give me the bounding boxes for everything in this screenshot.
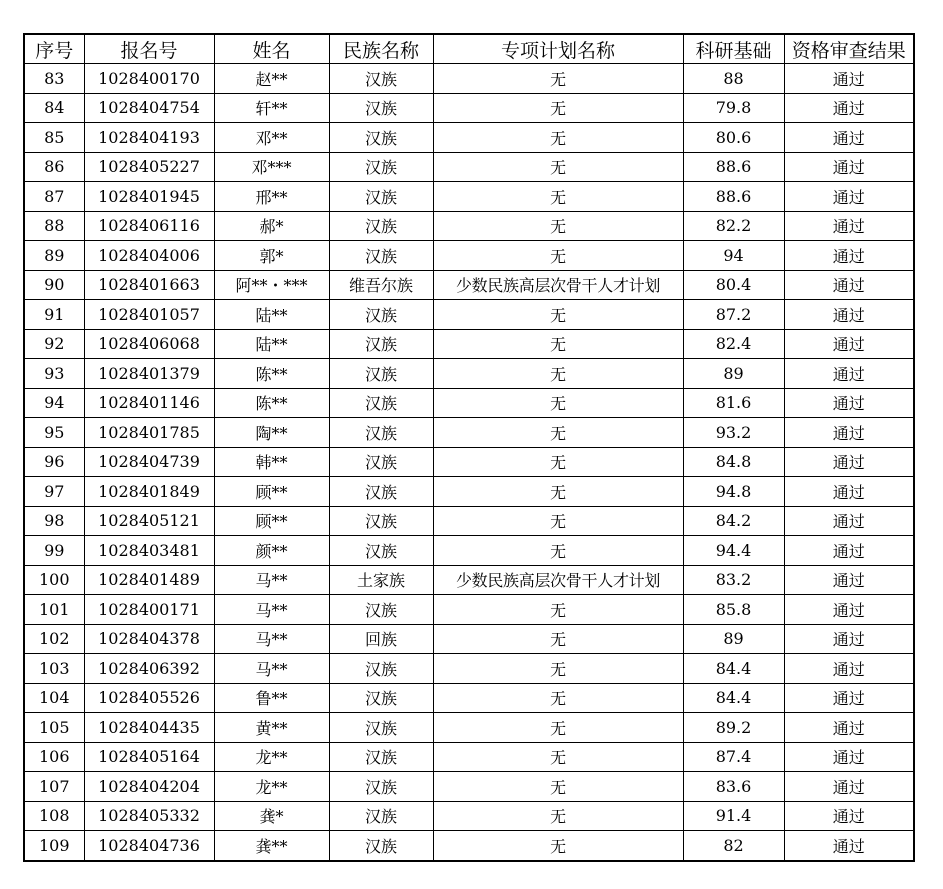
cell-seq: 107 xyxy=(24,772,84,802)
table-row xyxy=(24,801,914,831)
cell-ethnicity: 汉族 xyxy=(329,93,433,123)
cell-special-plan: 无 xyxy=(433,595,683,625)
cell-research-score: 84.8 xyxy=(683,447,784,477)
cell-special-plan: 无 xyxy=(433,152,683,182)
cell-seq: 99 xyxy=(24,536,84,566)
cell-special-plan: 无 xyxy=(433,477,683,507)
cell-research-score: 82.2 xyxy=(683,211,784,241)
cell-reg-no: 1028404204 xyxy=(84,772,214,802)
cell-seq: 106 xyxy=(24,742,84,772)
table-row xyxy=(24,418,914,448)
cell-seq: 98 xyxy=(24,506,84,536)
cell-research-score: 80.6 xyxy=(683,123,784,153)
cell-special-plan: 无 xyxy=(433,447,683,477)
cell-ethnicity: 汉族 xyxy=(329,595,433,625)
table-row xyxy=(24,359,914,389)
cell-research-score: 93.2 xyxy=(683,418,784,448)
qualification-table xyxy=(23,33,915,862)
table-row xyxy=(24,477,914,507)
table-body xyxy=(24,64,914,861)
cell-review-result: 通过 xyxy=(784,595,914,625)
cell-special-plan: 无 xyxy=(433,388,683,418)
cell-name: 陆** xyxy=(214,300,329,330)
header-name: 姓名 xyxy=(214,34,329,64)
cell-research-score: 87.4 xyxy=(683,742,784,772)
cell-review-result: 通过 xyxy=(784,683,914,713)
table-row xyxy=(24,654,914,684)
header-research-score: 科研基础 xyxy=(683,34,784,64)
cell-name: 顾** xyxy=(214,477,329,507)
cell-research-score: 88.6 xyxy=(683,152,784,182)
cell-reg-no: 1028406068 xyxy=(84,329,214,359)
cell-name: 颜** xyxy=(214,536,329,566)
cell-research-score: 89.2 xyxy=(683,713,784,743)
cell-review-result: 通过 xyxy=(784,801,914,831)
cell-reg-no: 1028401849 xyxy=(84,477,214,507)
cell-research-score: 85.8 xyxy=(683,595,784,625)
cell-seq: 109 xyxy=(24,831,84,861)
cell-name: 邓*** xyxy=(214,152,329,182)
cell-ethnicity: 汉族 xyxy=(329,477,433,507)
header-reg-no: 报名号 xyxy=(84,34,214,64)
cell-name: 陈** xyxy=(214,359,329,389)
cell-special-plan: 无 xyxy=(433,742,683,772)
cell-special-plan: 无 xyxy=(433,654,683,684)
table-row xyxy=(24,64,914,94)
cell-research-score: 83.2 xyxy=(683,565,784,595)
table-row xyxy=(24,182,914,212)
cell-special-plan: 无 xyxy=(433,241,683,271)
cell-review-result: 通过 xyxy=(784,329,914,359)
cell-special-plan: 无 xyxy=(433,359,683,389)
cell-ethnicity: 汉族 xyxy=(329,742,433,772)
cell-ethnicity: 汉族 xyxy=(329,536,433,566)
cell-review-result: 通过 xyxy=(784,359,914,389)
cell-name: 马** xyxy=(214,565,329,595)
cell-review-result: 通过 xyxy=(784,477,914,507)
table-row xyxy=(24,329,914,359)
cell-ethnicity: 汉族 xyxy=(329,772,433,802)
cell-seq: 104 xyxy=(24,683,84,713)
cell-special-plan: 无 xyxy=(433,772,683,802)
cell-name: 韩** xyxy=(214,447,329,477)
cell-review-result: 通过 xyxy=(784,447,914,477)
cell-name: 邢** xyxy=(214,182,329,212)
cell-ethnicity: 汉族 xyxy=(329,683,433,713)
cell-research-score: 89 xyxy=(683,359,784,389)
cell-review-result: 通过 xyxy=(784,93,914,123)
cell-seq: 108 xyxy=(24,801,84,831)
header-special-plan: 专项计划名称 xyxy=(433,34,683,64)
cell-review-result: 通过 xyxy=(784,506,914,536)
cell-seq: 101 xyxy=(24,595,84,625)
cell-ethnicity: 维吾尔族 xyxy=(329,270,433,300)
cell-ethnicity: 汉族 xyxy=(329,152,433,182)
cell-research-score: 94.8 xyxy=(683,477,784,507)
cell-ethnicity: 汉族 xyxy=(329,447,433,477)
cell-ethnicity: 汉族 xyxy=(329,241,433,271)
table-row xyxy=(24,683,914,713)
table-row xyxy=(24,772,914,802)
table-row xyxy=(24,447,914,477)
header-ethnicity: 民族名称 xyxy=(329,34,433,64)
cell-name: 鲁** xyxy=(214,683,329,713)
table-row xyxy=(24,93,914,123)
cell-reg-no: 1028401379 xyxy=(84,359,214,389)
cell-seq: 96 xyxy=(24,447,84,477)
table-row xyxy=(24,595,914,625)
cell-seq: 90 xyxy=(24,270,84,300)
cell-ethnicity: 汉族 xyxy=(329,801,433,831)
cell-reg-no: 1028400170 xyxy=(84,64,214,94)
cell-reg-no: 1028406392 xyxy=(84,654,214,684)
cell-research-score: 82 xyxy=(683,831,784,861)
cell-review-result: 通过 xyxy=(784,182,914,212)
cell-seq: 88 xyxy=(24,211,84,241)
cell-special-plan: 无 xyxy=(433,93,683,123)
cell-name: 陆** xyxy=(214,329,329,359)
cell-research-score: 91.4 xyxy=(683,801,784,831)
cell-seq: 83 xyxy=(24,64,84,94)
cell-ethnicity: 汉族 xyxy=(329,654,433,684)
cell-research-score: 89 xyxy=(683,624,784,654)
cell-research-score: 88 xyxy=(683,64,784,94)
cell-name: 黄** xyxy=(214,713,329,743)
cell-reg-no: 1028401663 xyxy=(84,270,214,300)
cell-seq: 93 xyxy=(24,359,84,389)
cell-research-score: 88.6 xyxy=(683,182,784,212)
cell-ethnicity: 汉族 xyxy=(329,123,433,153)
cell-seq: 92 xyxy=(24,329,84,359)
cell-seq: 84 xyxy=(24,93,84,123)
cell-review-result: 通过 xyxy=(784,270,914,300)
cell-research-score: 81.6 xyxy=(683,388,784,418)
table-row xyxy=(24,506,914,536)
cell-review-result: 通过 xyxy=(784,211,914,241)
cell-reg-no: 1028405121 xyxy=(84,506,214,536)
table-row xyxy=(24,388,914,418)
cell-seq: 89 xyxy=(24,241,84,271)
cell-name: 马** xyxy=(214,595,329,625)
cell-review-result: 通过 xyxy=(784,742,914,772)
header-review-result: 资格审查结果 xyxy=(784,34,914,64)
cell-reg-no: 1028406116 xyxy=(84,211,214,241)
cell-special-plan: 无 xyxy=(433,801,683,831)
cell-review-result: 通过 xyxy=(784,300,914,330)
cell-seq: 91 xyxy=(24,300,84,330)
cell-ethnicity: 回族 xyxy=(329,624,433,654)
cell-research-score: 84.4 xyxy=(683,654,784,684)
cell-review-result: 通过 xyxy=(784,388,914,418)
cell-review-result: 通过 xyxy=(784,536,914,566)
cell-reg-no: 1028404193 xyxy=(84,123,214,153)
cell-review-result: 通过 xyxy=(784,624,914,654)
cell-reg-no: 1028405526 xyxy=(84,683,214,713)
cell-name: 顾** xyxy=(214,506,329,536)
cell-review-result: 通过 xyxy=(784,418,914,448)
cell-research-score: 84.4 xyxy=(683,683,784,713)
table-row xyxy=(24,536,914,566)
table-row xyxy=(24,123,914,153)
cell-research-score: 94 xyxy=(683,241,784,271)
cell-special-plan: 无 xyxy=(433,831,683,861)
cell-special-plan: 无 xyxy=(433,329,683,359)
table-row xyxy=(24,241,914,271)
cell-research-score: 83.6 xyxy=(683,772,784,802)
cell-ethnicity: 汉族 xyxy=(329,713,433,743)
cell-review-result: 通过 xyxy=(784,64,914,94)
cell-special-plan: 无 xyxy=(433,536,683,566)
cell-name: 马** xyxy=(214,624,329,654)
cell-reg-no: 1028401945 xyxy=(84,182,214,212)
cell-review-result: 通过 xyxy=(784,123,914,153)
cell-research-score: 87.2 xyxy=(683,300,784,330)
cell-research-score: 79.8 xyxy=(683,93,784,123)
cell-name: 马** xyxy=(214,654,329,684)
cell-reg-no: 1028405164 xyxy=(84,742,214,772)
cell-name: 陈** xyxy=(214,388,329,418)
cell-special-plan: 无 xyxy=(433,64,683,94)
table-row xyxy=(24,270,914,300)
cell-ethnicity: 汉族 xyxy=(329,211,433,241)
cell-name: 邓** xyxy=(214,123,329,153)
cell-special-plan: 无 xyxy=(433,683,683,713)
cell-reg-no: 1028401146 xyxy=(84,388,214,418)
cell-review-result: 通过 xyxy=(784,713,914,743)
cell-special-plan: 无 xyxy=(433,506,683,536)
cell-reg-no: 1028404739 xyxy=(84,447,214,477)
cell-reg-no: 1028404736 xyxy=(84,831,214,861)
cell-name: 龙** xyxy=(214,742,329,772)
cell-review-result: 通过 xyxy=(784,654,914,684)
header-row xyxy=(24,34,914,64)
cell-research-score: 80.4 xyxy=(683,270,784,300)
cell-special-plan: 少数民族高层次骨干人才计划 xyxy=(433,270,683,300)
cell-ethnicity: 汉族 xyxy=(329,329,433,359)
cell-research-score: 84.2 xyxy=(683,506,784,536)
cell-reg-no: 1028404754 xyxy=(84,93,214,123)
cell-special-plan: 无 xyxy=(433,624,683,654)
cell-review-result: 通过 xyxy=(784,772,914,802)
cell-reg-no: 1028405227 xyxy=(84,152,214,182)
cell-seq: 102 xyxy=(24,624,84,654)
header-seq: 序号 xyxy=(24,34,84,64)
cell-special-plan: 无 xyxy=(433,182,683,212)
cell-special-plan: 无 xyxy=(433,418,683,448)
cell-ethnicity: 汉族 xyxy=(329,64,433,94)
cell-name: 龚* xyxy=(214,801,329,831)
cell-ethnicity: 汉族 xyxy=(329,506,433,536)
cell-reg-no: 1028405332 xyxy=(84,801,214,831)
table-row xyxy=(24,624,914,654)
cell-ethnicity: 土家族 xyxy=(329,565,433,595)
cell-special-plan: 无 xyxy=(433,211,683,241)
cell-seq: 103 xyxy=(24,654,84,684)
cell-ethnicity: 汉族 xyxy=(329,418,433,448)
cell-reg-no: 1028400171 xyxy=(84,595,214,625)
cell-name: 龙** xyxy=(214,772,329,802)
cell-seq: 87 xyxy=(24,182,84,212)
cell-review-result: 通过 xyxy=(784,831,914,861)
cell-special-plan: 少数民族高层次骨干人才计划 xyxy=(433,565,683,595)
cell-name: 赵** xyxy=(214,64,329,94)
cell-name: 龚** xyxy=(214,831,329,861)
cell-review-result: 通过 xyxy=(784,565,914,595)
table-row xyxy=(24,742,914,772)
cell-name: 郭* xyxy=(214,241,329,271)
cell-review-result: 通过 xyxy=(784,241,914,271)
cell-ethnicity: 汉族 xyxy=(329,388,433,418)
cell-reg-no: 1028401057 xyxy=(84,300,214,330)
cell-reg-no: 1028404378 xyxy=(84,624,214,654)
cell-reg-no: 1028401785 xyxy=(84,418,214,448)
cell-ethnicity: 汉族 xyxy=(329,300,433,330)
cell-ethnicity: 汉族 xyxy=(329,182,433,212)
cell-name: 郝* xyxy=(214,211,329,241)
table-row xyxy=(24,152,914,182)
table-row xyxy=(24,713,914,743)
cell-research-score: 82.4 xyxy=(683,329,784,359)
cell-reg-no: 1028404006 xyxy=(84,241,214,271)
cell-seq: 94 xyxy=(24,388,84,418)
cell-reg-no: 1028404435 xyxy=(84,713,214,743)
cell-research-score: 94.4 xyxy=(683,536,784,566)
cell-name: 陶** xyxy=(214,418,329,448)
cell-special-plan: 无 xyxy=(433,713,683,743)
cell-seq: 85 xyxy=(24,123,84,153)
table-row xyxy=(24,211,914,241)
cell-special-plan: 无 xyxy=(433,123,683,153)
cell-reg-no: 1028401489 xyxy=(84,565,214,595)
cell-seq: 97 xyxy=(24,477,84,507)
cell-special-plan: 无 xyxy=(433,300,683,330)
cell-seq: 95 xyxy=(24,418,84,448)
cell-name: 阿**・*** xyxy=(214,270,329,300)
cell-reg-no: 1028403481 xyxy=(84,536,214,566)
table-row xyxy=(24,300,914,330)
cell-review-result: 通过 xyxy=(784,152,914,182)
table-row xyxy=(24,831,914,861)
cell-seq: 105 xyxy=(24,713,84,743)
cell-seq: 86 xyxy=(24,152,84,182)
cell-ethnicity: 汉族 xyxy=(329,359,433,389)
cell-seq: 100 xyxy=(24,565,84,595)
cell-ethnicity: 汉族 xyxy=(329,831,433,861)
table-row xyxy=(24,565,914,595)
cell-name: 轩** xyxy=(214,93,329,123)
